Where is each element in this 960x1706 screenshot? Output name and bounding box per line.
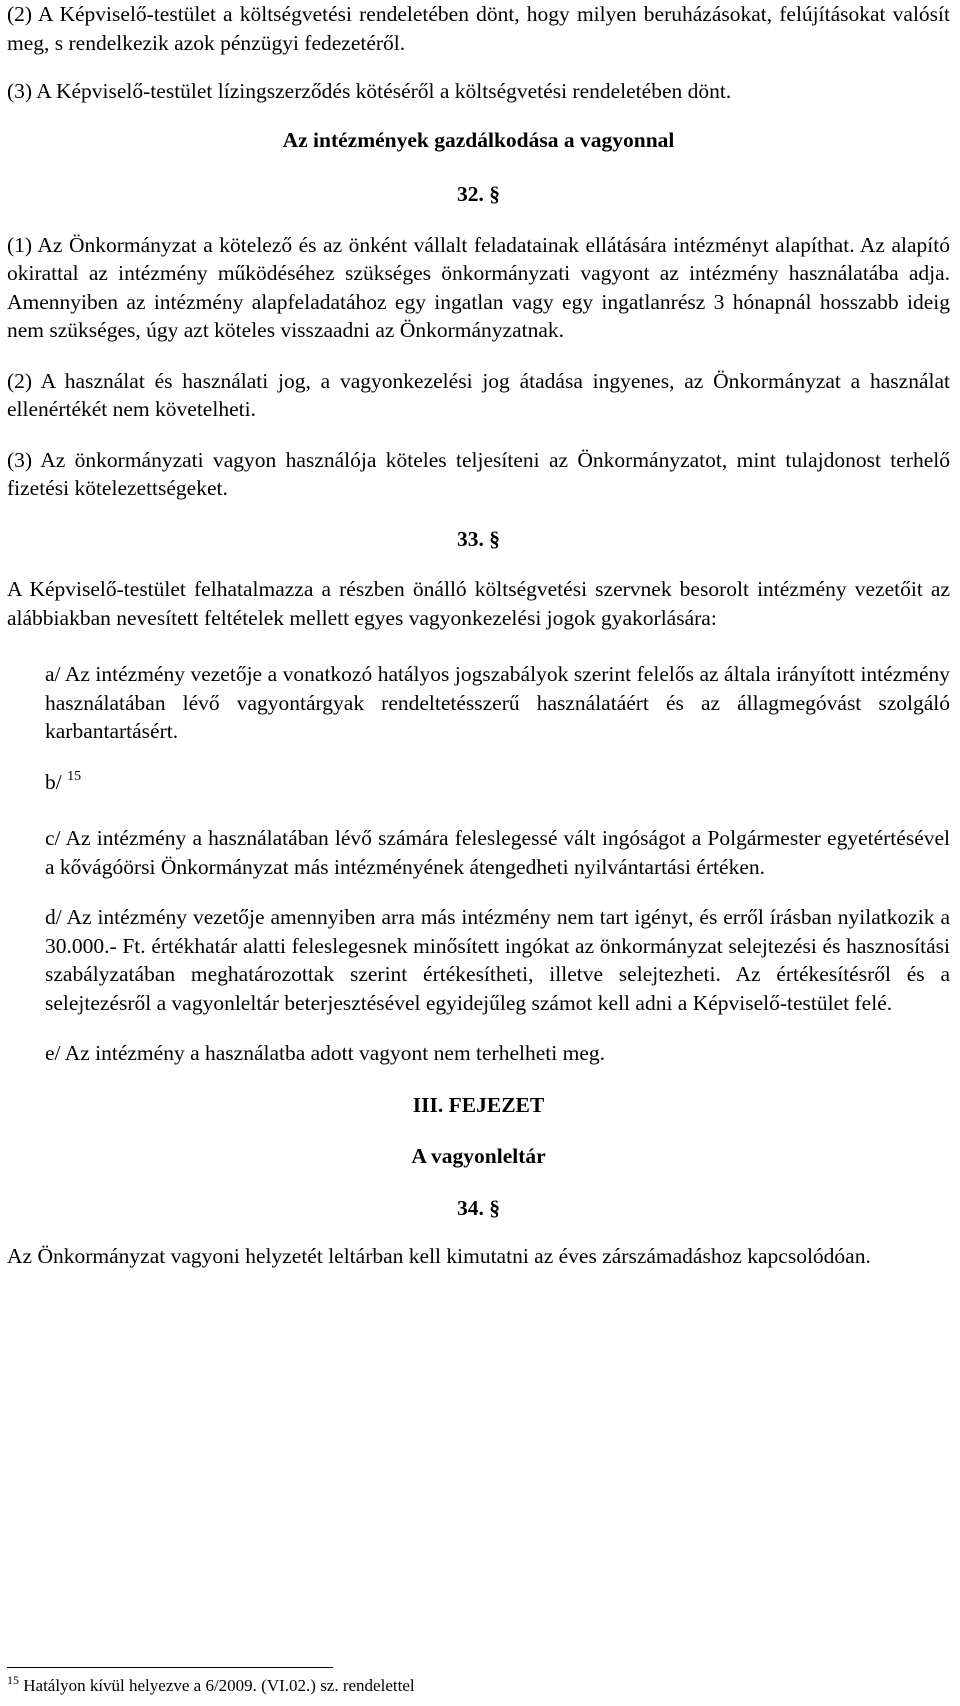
section-32-heading: 32. § [457, 182, 500, 206]
paragraph-33-d: d/ Az intézmény vezetője amennyiben arra más intézmény nem tart igényt, és erről írásban nyilatkozik a 30.000.- Ft. értékhatár alatti feleslegesnek minősített ingókat az önkormányzat selejtezési és hasznosítási szabályzatában meghatározottak szerint értékesítheti, illetve selejtezheti. Az értékesítésről és a selejtezésről a vagyonleltár beterjesztésével egyidejűleg számot kell adni a Képviselő-testület felé. [45, 905, 950, 1015]
footnote-15 [7, 1675, 415, 1697]
footnote-text: Hatályon kívül helyezve a 6/2009. (VI.02.) sz. rendelettel [23, 1676, 415, 1695]
paragraph-32-2: (2) A használat és használati jog, a vagyonkezelési jog átadása ingyenes, az Önkormányzat a használat ellenértékét nem követelheti. [7, 368, 950, 421]
paragraph-32-3-previous: (3) A Képviselő-testület lízingszerződés kötéséről a költségvetési rendeletében dönt. [7, 79, 732, 103]
paragraph-32-1: (1) Az Önkormányzat a kötelező és az önként vállalt feladatainak ellátására intézményt alapíthat. Az alapító okirattal az intézmény működéséhez szükséges önkormányzati vagyont az intézmény használatába adja. Amennyiben az intézmény alapfeladatához egy ingatlan vagy egy ingatlanrész 3 hónapnál hosszabb ideig nem szükséges, úgy azt köteles visszaadni az Önkormányzatnak. [7, 232, 950, 342]
paragraph-33-b-label: b/ [45, 769, 62, 794]
paragraph-33-b [45, 768, 950, 797]
footnote-separator [7, 1667, 333, 1668]
paragraph-33-intro: A Képviselő-testület felhatalmazza a részben önálló költségvetési szervnek besorolt intézmény vezetőit az alábbiakban nevesített feltételek mellett egyes vagyonkezelési jogok gyakorlására: [7, 577, 950, 630]
document-page [7, 0, 950, 1271]
section-34-heading: 34. § [457, 1195, 500, 1220]
paragraph-32-2-previous: (2) A Képviselő-testület a költségvetési rendeletében dönt, hogy milyen beruházásokat, felújításokat valósít meg, s rendelkezik azok pénzügyi fedezetéről. [7, 2, 950, 55]
heading-vagyonleltar: A vagyonleltár [411, 1144, 546, 1168]
paragraph-33-c: c/ Az intézmény a használatában lévő számára feleslegessé vált ingóságot a Polgármester egyetértésével a kővágóörsi Önkormányzat más intézményének átengedheti nyilvántartási értéken. [45, 826, 950, 879]
section-33-heading: 33. § [457, 526, 500, 551]
paragraph-33-a: a/ Az intézmény vezetője a vonatkozó hatályos jogszabályok szerint felelős az általa irányított intézmény használatában lévő vagyontárgyak rendeltetésszerű használatáért és az állagmegóvást szolgáló karbantartásért. [45, 662, 950, 743]
chapter-3-heading: III. FEJEZET [412, 1092, 545, 1117]
paragraph-32-3: (3) Az önkormányzati vagyon használója köteles teljesíteni az Önkormányzatot, mint tulajdonost terhelő fizetési kötelezettségeket. [7, 447, 950, 500]
footnote-reference-15[interactable]: 15 [67, 768, 82, 784]
paragraph-33-e: e/ Az intézmény a használatba adott vagyont nem terhelheti meg. [45, 1041, 605, 1065]
heading-intezmenyek-gazdalkodasa: Az intézmények gazdálkodása a vagyonnal [282, 127, 675, 152]
footnote-number: 15 [7, 1673, 19, 1687]
paragraph-34: Az Önkormányzat vagyoni helyzetét leltárban kell kimutatni az éves zárszámadáshoz kapcsolódóan. [7, 1244, 871, 1268]
